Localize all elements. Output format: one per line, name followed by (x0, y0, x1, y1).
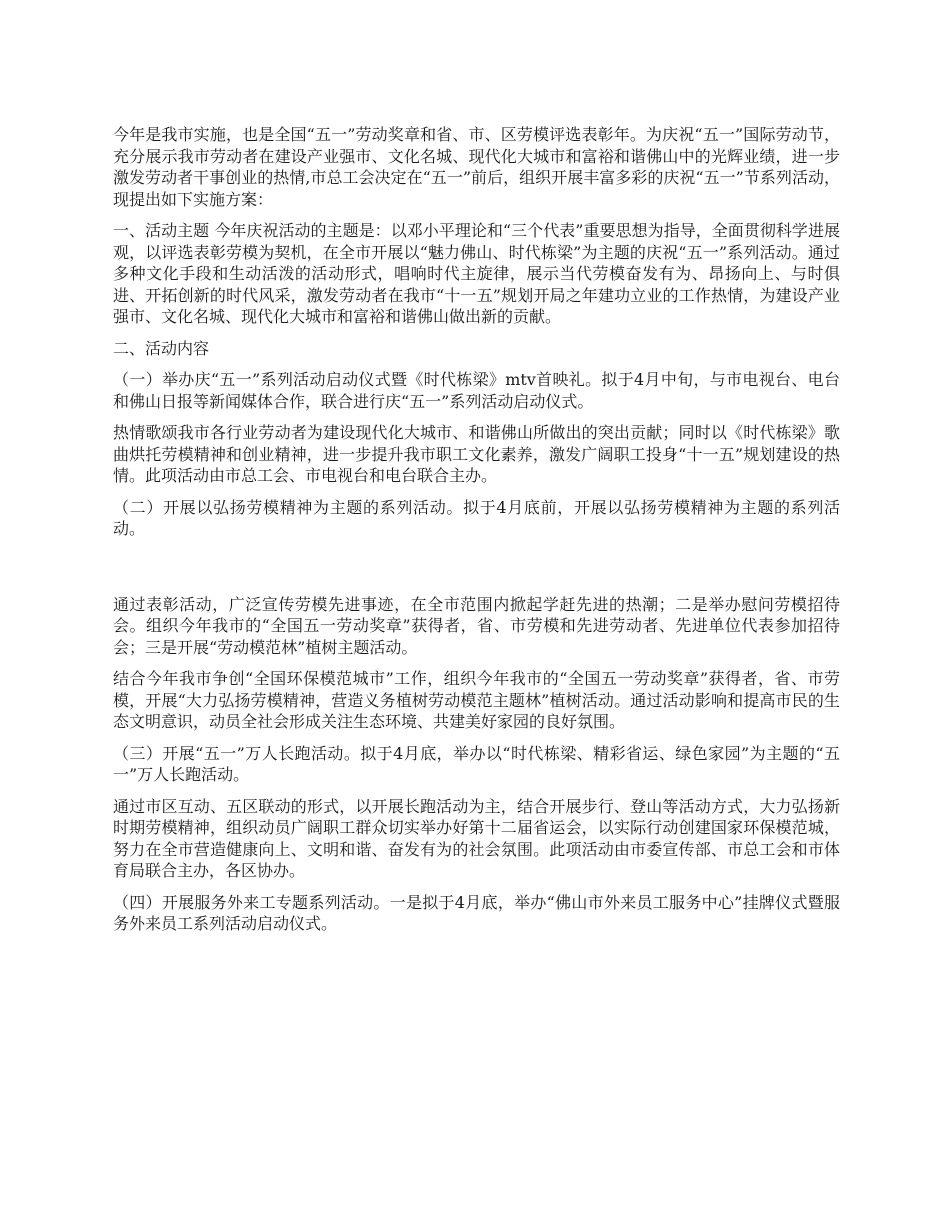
item-4-paragraph: （四）开展服务外来工专题系列活动。一是拟于4月底，举办“佛山市外来员工服务中心”挂牌仪式暨服务外来员工系列活动启动仪式。 (113, 892, 840, 933)
item-1-paragraph: （一）举办庆“五一”系列活动启动仪式暨《时代栋梁》mtv首映礼。拟于4月中旬，与市电视台、电台和佛山日报等新闻媒体合作，联合进行庆“五一”系列活动启动仪式。 (113, 370, 840, 411)
item-3-detail-paragraph: 通过市区互动、五区联动的形式，以开展长跑活动为主，结合开展步行、登山等活动方式，大力弘扬新时期劳模精神，组织动员广阔职工群众切实举办好第十二届省运会，以实际行动创建国家环保模范城，努力在全市营造健康向上、文明和谐、奋发有为的社会氛围。此项活动由市委宣传部、市总工会和市体育局联合主办，各区协办。 (113, 796, 840, 880)
intro-paragraph: 今年是我市实施，也是全国“五一”劳动奖章和省、市、区劳模评选表彰年。为庆祝“五一”国际劳动节，充分展示我市劳动者在建设产业强市、文化名城、现代化大城市和富裕和谐佛山中的光辉业绩，进一步激发劳动者干事创业的热情,市总工会决定在“五一”前后，组织开展丰富多彩的庆祝“五一”节系列活动，现提出如下实施方案： (113, 125, 840, 209)
theme-paragraph: 一、活动主题 今年庆祝活动的主题是：以邓小平理论和“三个代表”重要思想为指导，全面贯彻科学进展观，以评选表彰劳模为契机，在全市开展以“魅力佛山、时代栋梁”为主题的庆祝“五一”系列活动。通过多种文化手段和生动活泼的活动形式，唱响时代主旋律，展示当代劳模奋发有为、昂扬向上、与时俱进、开拓创新的时代风采，激发劳动者在我市“十一五”规划开局之年建功立业的工作热情，为建设产业强市、文化名城、现代化大城市和富裕和谐佛山做出新的贡献。 (113, 221, 840, 326)
section-heading: 二、活动内容 (113, 338, 210, 358)
item-2-detail-paragraph: 通过表彰活动，广泛宣传劳模先进事迹，在全市范围内掀起学赶先进的热潮；二是举办慰问劳模招待会。组织今年我市的“全国五一劳动奖章”获得者，省、市劳模和先进劳动者、先进单位代表参加招待会；三是开展“劳动模范林”植树主题活动。 (113, 594, 840, 657)
document-body (113, 124, 840, 945)
item-1-detail-paragraph: 热情歌颂我市各行业劳动者为建设现代化大城市、和谐佛山所做出的突出贡献；同时以《时代栋梁》歌曲烘托劳模精神和创业精神，进一步提升我市职工文化素养，激发广阔职工投身“十一五”规划建设的热情。此项活动由市总工会、市电视台和电台联合主办。 (113, 423, 840, 485)
item-3-paragraph: （三）开展“五一”万人长跑活动。拟于4月底，举办以“时代栋梁、精彩省运、绿色家园”为主题的“五一”万人长跑活动。 (113, 743, 840, 784)
item-2-paragraph: （二）开展以弘扬劳模精神为主题的系列活动。拟于4月底前，开展以弘扬劳模精神为主题的系列活动。 (113, 497, 840, 538)
tree-planting-paragraph: 结合今年我市争创“全国环保模范城市”工作，组织今年我市的“全国五一劳动奖章”获得者，省、市劳模，开展“大力弘扬劳模精神，营造义务植树劳动模范主题林”植树活动。通过活动影响和提高市民的生态文明意识，动员全社会形成关注生态环境、共建美好家园的良好氛围。 (113, 669, 840, 731)
page-gap (113, 550, 840, 594)
